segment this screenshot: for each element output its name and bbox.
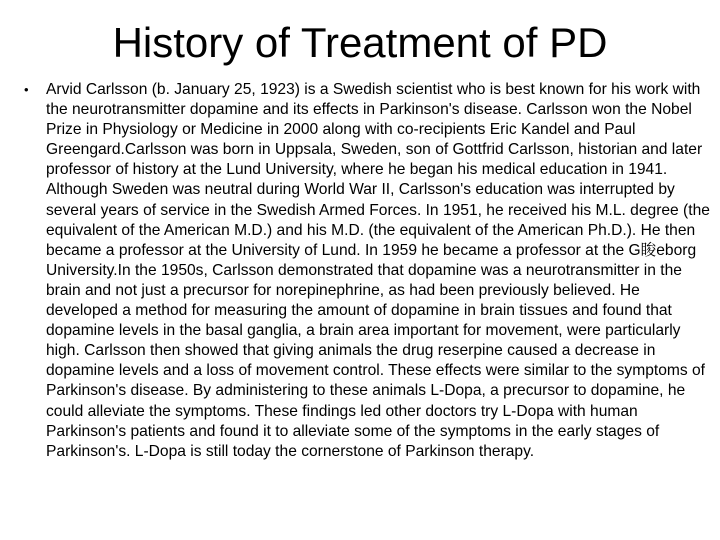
bullet-text: Arvid Carlsson (b. January 25, 1923) is a Swedish scientist who is best known for his work with the neurotransmitter dopamine and its effects in Parkinson's disease. Carlsson won the Nobel Prize in Physiology or Medicine in 2000 along with co-recipients Eric Kandel and Paul Greengard.Carlsson was born in Uppsala, Sweden, son of Gottfrid Carlsson, historian and later professor of history at the Lund University, where he began his medical education in 1941. Although Sweden was neutral during World War II, Carlsson's education was interrupted by several years of service in the Swedish Armed Forces. In 1951, he received his M.L. degree (the equivalent of the American M.D.) and his M.D. (the equivalent of the American Ph.D.). He then became a professor at the University of Lund. In 1959 he became a professor at the G睃eborg University.In the 1950s, Carlsson demonstrated that dopamine was a neurotransmitter in the brain and not just a precursor for norepinephrine, as had been previously believed. He developed a method for measuring the amount of dopamine in brain tissues and found that dopamine levels in the basal ganglia, a brain area important for movement, were particularly high. Carlsson then showed that giving animals the drug reserpine caused a decrease in dopamine levels and a loss of movement control. These effects were similar to the symptoms of Parkinson's disease. By administering to these animals L-Dopa, a precursor to dopamine, he could alleviate the symptoms. These findings led other doctors try L-Dopa with human Parkinson's patients and found it to alleviate some of the symptoms in the early stages of Parkinson's. L-Dopa is still today the cornerstone of Parkinson therapy. [46,81,710,460]
slide-title: History of Treatment of PD [112,19,608,66]
bullet-marker: • [24,82,29,97]
bullet-item [24,80,714,462]
bullet-list [24,80,714,462]
